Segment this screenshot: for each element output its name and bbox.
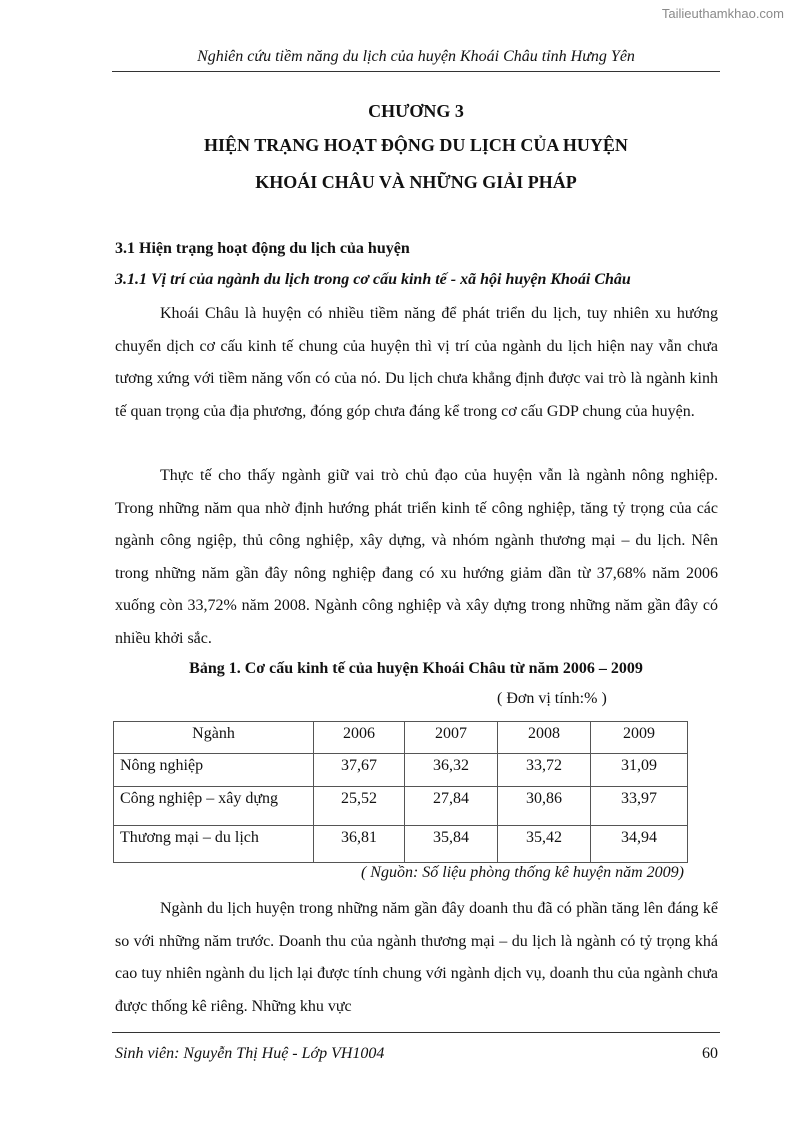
paragraph-3: Ngành du lịch huyện trong những năm gần đây doanh thu đã có phần tăng lên đáng kể so với những năm trước. Doanh thu của ngành thương mại – du lịch là ngành có tỷ trọng khá cao tuy nhiên ngành du lịch lại được tính chung với ngành dịch vụ, doanh thu của ngành chưa được thống kê riêng. Những khu vực: [115, 900, 718, 1015]
table-cell: 33,72: [526, 757, 562, 774]
chapter-title-line1: HIỆN TRẠNG HOẠT ĐỘNG DU LỊCH CỦA HUYỆN: [204, 135, 628, 155]
table-source: ( Nguồn: Số liệu phòng thống kê huyện năm 2009): [360, 864, 684, 881]
header-cell: 2008: [528, 725, 560, 742]
table-caption: Bảng 1. Cơ cấu kinh tế của huyện Khoái Châu từ năm 2006 – 2009: [189, 660, 643, 677]
row-label: Nông nghiệp: [120, 757, 204, 774]
paragraph-1: Khoái Châu là huyện có nhiều tiềm năng để phát triển du lịch, tuy nhiên xu hướng chuyển dịch cơ cấu kinh tế chung của huyện thì vị trí của ngành du lịch hiện nay vẫn chưa tương xứng với tiềm năng vốn có của nó. Du lịch chưa khẳng định được vai trò là ngành kinh tế quan trọng của địa phương, đóng góp chưa đáng kể trong cơ cấu GDP chung của huyện.: [115, 305, 718, 420]
table-cell: 36,81: [341, 829, 377, 846]
footer-rule: [112, 1032, 720, 1033]
chapter-number: CHƯƠNG 3: [368, 101, 464, 121]
table-cell: 25,52: [341, 790, 377, 807]
watermark: Tailieuthamkhao.com: [661, 6, 784, 21]
row-label: Công nghiệp – xây dựng: [120, 790, 278, 807]
table-cell: 31,09: [621, 757, 657, 774]
table-cell: 35,84: [433, 829, 469, 846]
paragraph-2: Thực tế cho thấy ngành giữ vai trò chủ đạo của huyện vẫn là ngành nông nghiệp. Trong những năm qua nhờ định hướng phát triển kinh tế công nghiệp, tăng tỷ trọng của các ngành công ngiệp, thủ công nghiệp, xây dựng, và nhóm ngành thương mại – du lịch. Nên trong những năm gần đây nông nghiệp đang có xu hướng giảm dần từ 37,68% năm 2006 xuống còn 33,72% năm 2008. Ngành công nghiệp và xây dựng trong những năm gần đây có nhiều khởi sắc.: [115, 467, 718, 647]
running-header: Nghiên cứu tiềm năng du lịch của huyện Khoái Châu tỉnh Hưng Yên: [197, 48, 635, 65]
header-cell: 2007: [435, 725, 467, 742]
table-cell: 35,42: [526, 829, 562, 846]
row-label: Thương mại – du lịch: [120, 829, 259, 846]
chapter-title-line2: KHOÁI CHÂU VÀ NHỮNG GIẢI PHÁP: [255, 172, 577, 192]
subsection-heading: 3.1.1 Vị trí của ngành du lịch trong cơ cấu kinh tế - xã hội huyện Khoái Châu: [115, 271, 631, 288]
table-cell: 34,94: [621, 829, 657, 846]
page-number: 60: [702, 1045, 718, 1062]
table-cell: 27,84: [433, 790, 469, 807]
table-row: [114, 826, 688, 863]
table-cell: 36,32: [433, 757, 469, 774]
header-rule: [112, 71, 720, 72]
table-cell: 37,67: [341, 757, 377, 774]
table-row: [114, 754, 688, 787]
footer-author: Sinh viên: Nguyễn Thị Huệ - Lớp VH1004: [115, 1045, 385, 1062]
section-heading: 3.1 Hiện trạng hoạt động du lịch của huyện: [115, 240, 410, 257]
table-cell: 30,86: [526, 790, 562, 807]
header-cell: 2006: [343, 725, 375, 742]
table-unit: ( Đơn vị tính:% ): [497, 690, 607, 707]
table-cell: 33,97: [621, 790, 657, 807]
header-cell: 2009: [623, 725, 655, 742]
table-header-row: [114, 722, 688, 754]
table-row: [114, 787, 688, 826]
economic-structure-table: [113, 721, 688, 863]
header-cell: Ngành: [192, 725, 235, 742]
